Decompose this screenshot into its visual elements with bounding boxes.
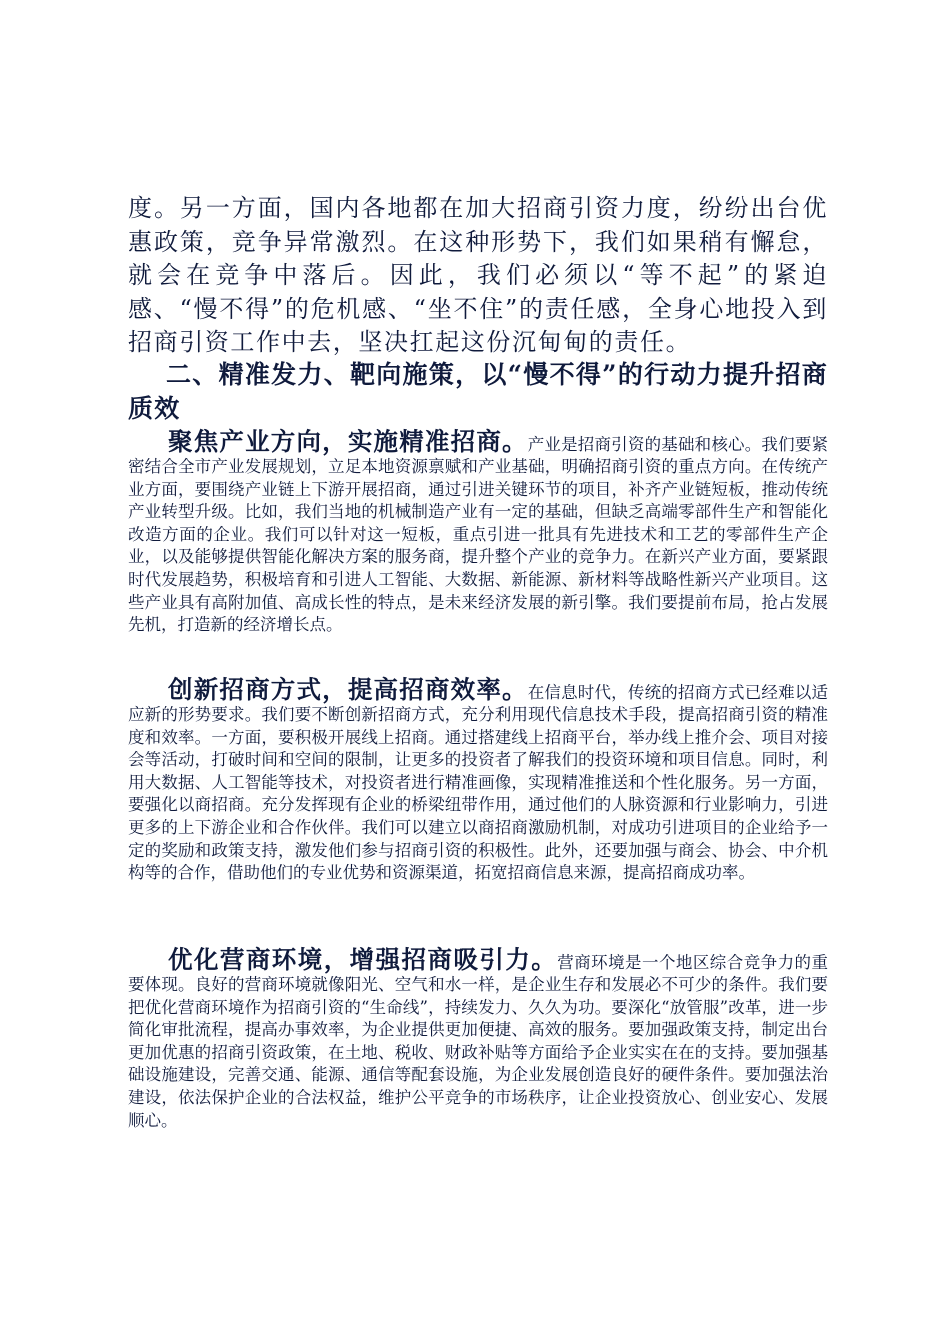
paragraph-body: 在信息时代，传统的招商方式已经难以适应新的形势要求。我们要不断创新招商方式，充分利用现代信息技术手段，提高招商引资的精准度和效率。一方面，要积极开展线上招商。通过搭建线上招商平台，举办线上推介会、项目对接会等活动，打破时间和空间的限制，让更多的投资者了解我们的投资环境和项目信息。同时，利用大数据、人工智能等技术，对投资者进行精准画像，实现精准推送和个性化服务。另一方面，要强化以商招商。充分发挥现有企业的桥梁纽带作用，通过他们的人脉资源和行业影响力，引进更多的上下游企业和合作伙伴。我们可以建立以商招商激励机制，对成功引进项目的企业给予一定的奖励和政策支持，激发他们参与招商引资的积极性。此外，还要加强与商会、协会、中介机构等的合作，借助他们的专业优势和资源渠道，拓宽招商信息来源，提高招商成功率。	[128, 682, 829, 883]
intro-paragraph: 度。另一方面，国内各地都在加大招商引资力度，纷纷出台优惠政策，竞争异常激烈。在这种形势下，我们如果稍有懈怠，就会在竞争中落后。因此，我们必须以“等不起”的紧迫感、“慢不得”的危机感、“坐不住”的责任感，全身心地投入到招商引资工作中去，坚决扛起这份沉甸甸的责任。	[128, 194, 828, 356]
paragraph-lead: 聚焦产业方向，实施精准招商。	[168, 426, 528, 456]
paragraph-lead: 创新招商方式，提高招商效率。	[168, 674, 528, 704]
paragraph-industry-focus	[128, 426, 829, 637]
paragraph-body: 营商环境是一个地区综合竞争力的重要体现。良好的营商环境就像阳光、空气和水一样，是企业生存和发展必不可少的条件。我们要把优化营商环境作为招商引资的“生命线”，持续发力、久久为功。要深化“放管服”改革，进一步简化审批流程，提高办事效率，为企业提供更加便捷、高效的服务。要加强政策支持，制定出台更加优惠的招商引资政策，在土地、税收、财政补贴等方面给予企业实实在在的支持。要加强基础设施建设，完善交通、能源、通信等配套设施，为企业发展创造良好的硬件条件。要加强法治建设，依法保护企业的合法权益，维护公平竞争的市场秩序，让企业投资放心、创业安心、发展顺心。	[128, 952, 829, 1130]
paragraph-innovation	[128, 674, 829, 885]
paragraph-lead: 优化营商环境，增强招商吸引力。	[168, 944, 558, 974]
paragraph-business-environment	[128, 944, 829, 1133]
section-heading: 二、精准发力、靶向施策，以“慢不得”的行动力提升招商质效	[128, 360, 828, 423]
paragraph-body: 产业是招商引资的基础和核心。我们要紧密结合全市产业发展规划，立足本地资源禀赋和产业基础，明确招商引资的重点方向。在传统产业方面，要围绕产业链上下游开展招商，通过引进关键环节的项目，补齐产业链短板，推动传统产业转型升级。比如，我们当地的机械制造产业有一定的基础，但缺乏高端零部件生产和智能化改造方面的企业。我们可以针对这一短板，重点引进一批具有先进技术和工艺的零部件生产企业，以及能够提供智能化解决方案的服务商，提升整个产业的竞争力。在新兴产业方面，要紧跟时代发展趋势，积极培育和引进人工智能、大数据、新能源、新材料等战略性新兴产业项目。这些产业具有高附加值、高成长性的特点，是未来经济发展的新引擎。我们要提前布局，抢占发展先机，打造新的经济增长点。	[128, 434, 829, 635]
